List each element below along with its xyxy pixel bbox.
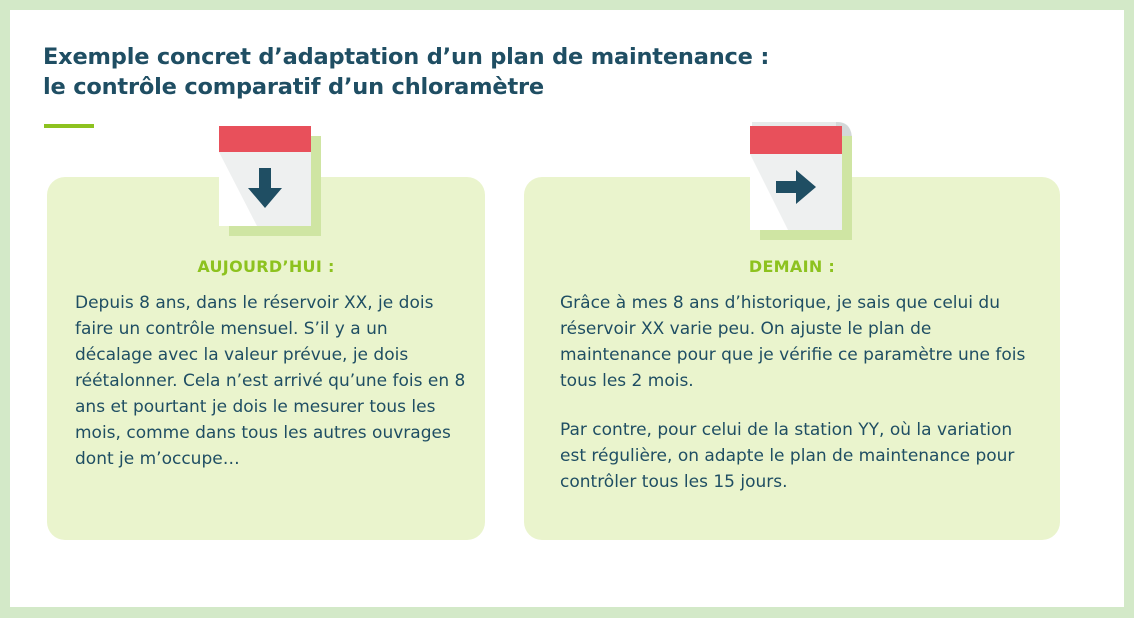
title-accent-bar bbox=[44, 124, 94, 128]
page-title-line-2: le contrôle comparatif d’un chloramètre bbox=[43, 74, 544, 100]
card-tomorrow-text-1: Grâce à mes 8 ans d’historique, je sais que celui du réservoir XX varie peu. On ajuste le plan de maintenance pour que je vérifie ce paramètre une fois tous les 2 mois. bbox=[560, 293, 1026, 391]
page-title-line-1: Exemple concret d’adaptation d’un plan de maintenance : bbox=[43, 44, 770, 70]
card-tomorrow-label: DEMAIN : bbox=[748, 257, 836, 276]
page-title bbox=[43, 42, 769, 102]
card-tomorrow-text-2: Par contre, pour celui de la station YY, où la variation est régulière, on adapte le plan de maintenance pour contrôler tous les 15 jours. bbox=[560, 420, 1015, 492]
card-today-text: Depuis 8 ans, dans le réservoir XX, je dois faire un contrôle mensuel. S’il y a un décalage avec la valeur prévue, je dois réétalonner. Cela n’est arrivé qu’une fois en 8 ans et pourtant je dois le mesurer tous les mois, comme dans tous les autres ouvrages dont je m’occupe… bbox=[75, 293, 466, 469]
calendar-arrow-right-icon bbox=[738, 114, 868, 248]
calendar-arrow-down-icon bbox=[219, 126, 335, 248]
card-today-label: AUJOURD’HUI : bbox=[197, 257, 335, 276]
